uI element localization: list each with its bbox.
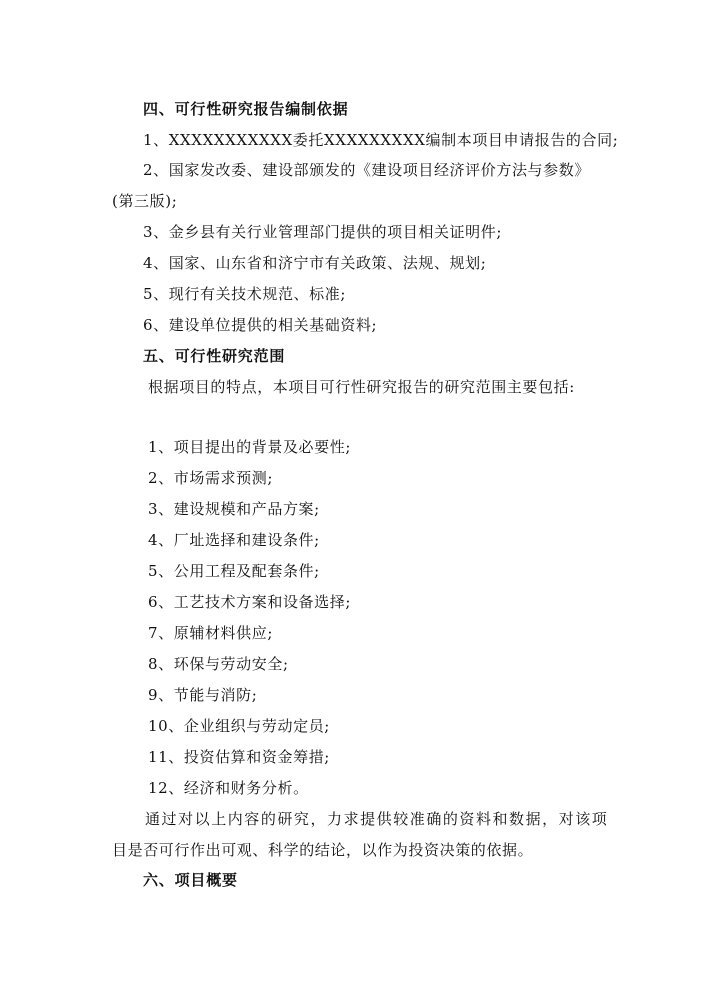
section-5-item-6: 6、工艺技术方案和设备选择; [148,593,351,611]
section-5-item-3: 3、建设规模和产品方案; [148,500,320,518]
section-5-item-9: 9、节能与消防; [148,686,258,704]
section-5-item-7: 7、原辅材料供应; [148,624,273,642]
section-5-conclusion-line-1: 通过对以上内容的研究，力求提供较准确的资料和数据，对该项 [145,810,607,828]
section-4-item-4: 4、国家、山东省和济宁市有关政策、法规、规划; [143,254,487,272]
section-4-heading: 四、可行性研究报告编制依据 [143,100,349,118]
section-5-intro: 根据项目的特点，本项目可行性研究报告的研究范围主要包括: [148,378,575,396]
section-5-item-11: 11、投资估算和资金筹措; [148,748,330,766]
section-5-item-12: 12、经济和财务分析。 [148,779,309,797]
section-5-item-1: 1、项目提出的背景及必要性; [148,438,351,456]
section-5-item-10: 10、企业组织与劳动定员; [148,717,330,735]
section-4-item-2: 2、国家发改委、建设部颁发的《建设项目经济评价方法与参数》 [143,161,590,179]
section-5-conclusion-line-2: 目是否可行作出可观、科学的结论，以作为投资决策的依据。 [112,841,534,859]
section-4-item-5: 5、现行有关技术规范、标准; [143,285,346,303]
section-5-item-2: 2、市场需求预测; [148,469,273,487]
section-5-heading: 五、可行性研究范围 [143,347,286,365]
section-5-item-8: 8、环保与劳动安全; [148,655,289,673]
section-6-heading: 六、项目概要 [143,871,238,889]
section-4-item-1: 1、XXXXXXXXXXX委托XXXXXXXXX编制本项目申请报告的合同; [143,131,619,149]
section-5-item-4: 4、厂址选择和建设条件; [148,531,320,549]
section-4-item-6: 6、建设单位提供的相关基础资料; [143,316,378,334]
section-5-item-5: 5、公用工程及配套条件; [148,562,320,580]
section-4-item-3: 3、金乡县有关行业管理部门提供的项目相关证明件; [143,223,502,241]
section-4-item-2-cont: (第三版); [112,192,178,210]
